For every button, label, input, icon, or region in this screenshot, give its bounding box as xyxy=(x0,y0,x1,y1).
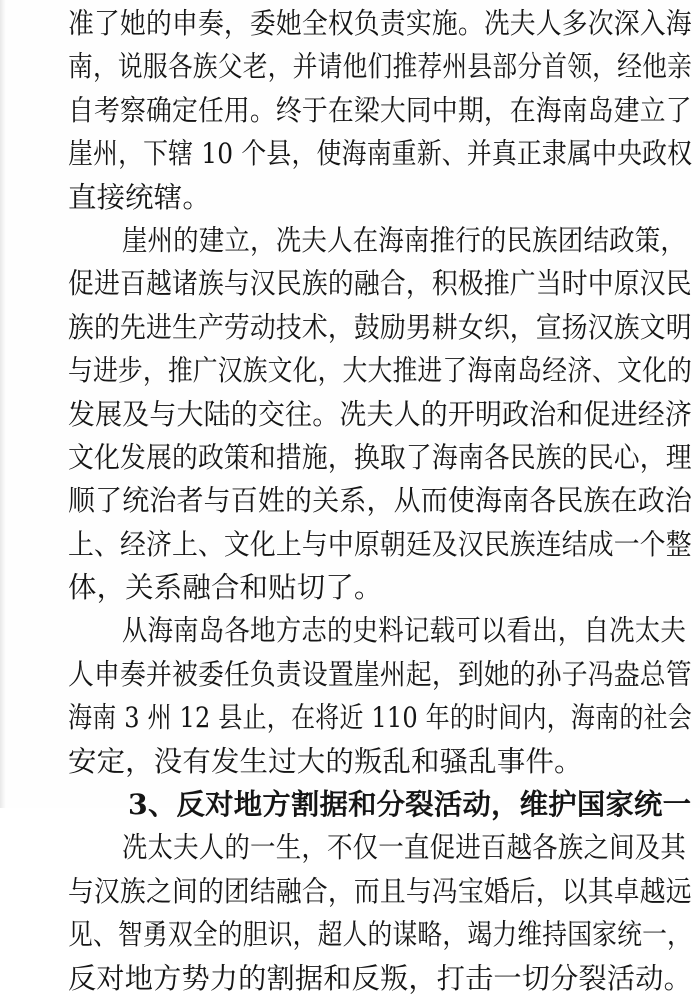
paragraph xyxy=(68,826,693,1000)
text-line: 直接统辖。 xyxy=(68,180,211,214)
text-line: 安定，没有发生过大的叛乱和骚乱事件。 xyxy=(68,744,583,778)
text-line: 顺了统治者与百姓的关系，从而使海南各民族在政治 xyxy=(68,484,693,518)
text-line: 上、经济上、文化上与中原朝廷及汉民族连结成一个整 xyxy=(68,527,692,561)
text-line: 族的先进生产劳动技术，鼓励男耕女织，宣扬汉族文明 xyxy=(68,310,692,344)
paragraph xyxy=(68,219,693,610)
text-line: 文化发展的政策和措施，换取了海南各民族的民心，理 xyxy=(68,440,692,474)
paragraph xyxy=(68,2,693,219)
text-line: 冼太夫人的一生，不仅一直促进百越各族之间及其 xyxy=(121,831,687,865)
text-line: 体，关系融合和贴切了。 xyxy=(68,571,383,605)
text-line: 崖州的建立，冼夫人在海南推行的民族团结政策， xyxy=(121,223,687,257)
text-line: 海南 3 州 12 县止，在将近 110 年的时间内，海南的社会 xyxy=(68,701,693,735)
text-line: 反对地方势力的割据和反叛，打击一切分裂活动。 xyxy=(68,961,692,995)
paragraph xyxy=(68,609,693,783)
text-line: 发展及与大陆的交往。冼夫人的开明政治和促进经济 xyxy=(68,397,693,431)
text-line: 与进步，推广汉族文化，大大推进了海南岛经济、文化的 xyxy=(68,354,693,388)
text-line: 从海南岛各地方志的史料记载可以看出，自冼太夫 xyxy=(121,614,687,648)
text-line: 见、智勇双全的胆识，超人的谋略，竭力维持国家统一， xyxy=(68,918,693,952)
text-line: 促进百越诸族与汉民族的融合，积极推广当时中原汉民 xyxy=(68,267,692,301)
text-line: 人申奏并被委任负责设置崖州起，到她的孙子冯盎总管 xyxy=(68,657,692,691)
text-line: 南，说服各族父老，并请他们推荐州县部分首领，经他亲 xyxy=(68,50,693,84)
text-line: 崖州，下辖 10 个县，使海南重新、并真正隶属中央政权 xyxy=(68,137,693,171)
text-line: 准了她的申奏，委她全权负责实施。冼夫人多次深入海 xyxy=(68,7,692,40)
document-text xyxy=(68,2,693,1000)
text-line: 与汉族之间的团结融合，而且与冯宝婚后，以其卓越远 xyxy=(68,874,692,908)
section-heading xyxy=(68,783,692,826)
text-line: 3、反对地方割据和分裂活动，维护国家统一 xyxy=(128,787,692,822)
text-line: 自考察确定任用。终于在梁大同中期，在海南岛建立了 xyxy=(68,93,692,127)
scan-edge-shadow xyxy=(0,0,6,808)
